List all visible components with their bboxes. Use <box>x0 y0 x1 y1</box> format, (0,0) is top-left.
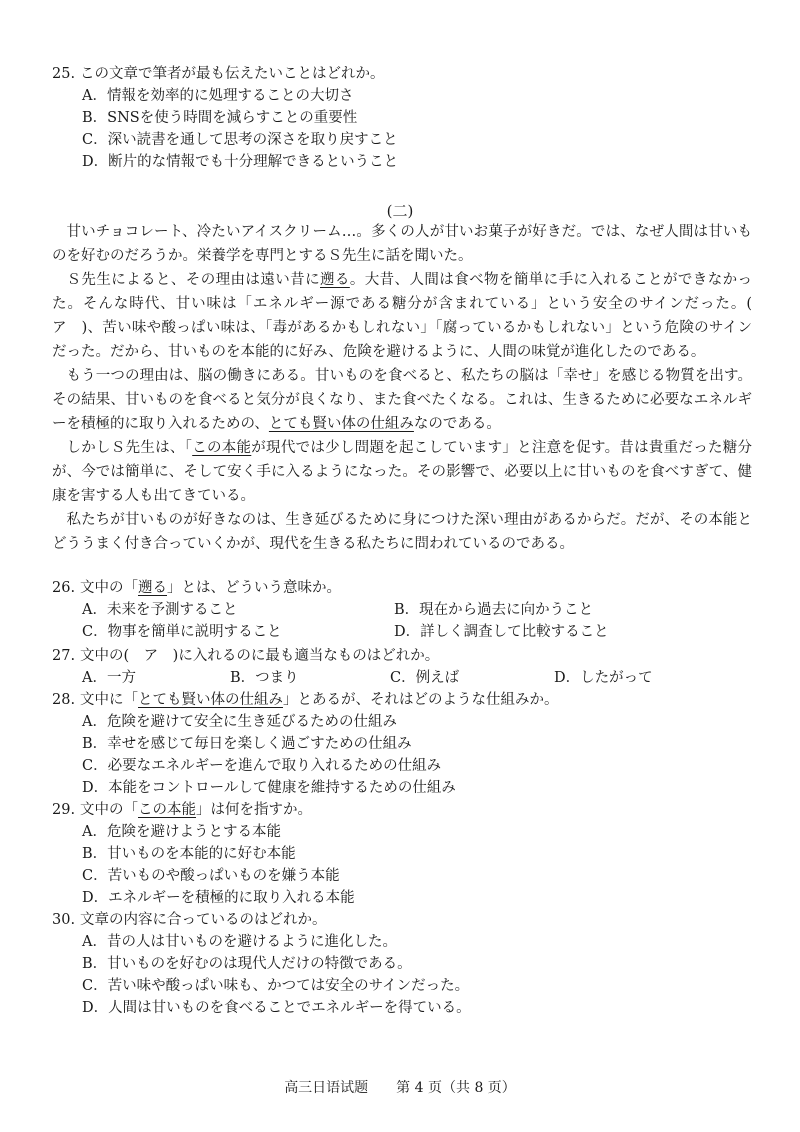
paragraph-2 <box>52 268 767 364</box>
option-b: B．甘いものを好むのは現代人だけの特徴である。 <box>82 956 412 972</box>
underlined-word: 遡る <box>138 580 167 596</box>
option-a: A．昔の人は甘いものを避けるように進化した。 <box>82 934 397 950</box>
option-b: B．甘いものを本能的に好む本能 <box>82 846 296 862</box>
page-footer: 高三日语试题 第 4 页（共 8 页） <box>284 1080 516 1096</box>
option-c: C．深い読書を通して思考の深さを取り戻すこと <box>82 132 398 148</box>
reading-passage <box>52 220 767 556</box>
question-number: 26. <box>52 580 76 596</box>
option-b: B．つまり <box>230 670 299 686</box>
option-a: A．危険を避けようとする本能 <box>82 824 281 840</box>
option-d: D．本能をコントロールして健康を維持するための仕組み <box>82 780 456 796</box>
question-number: 27. <box>52 648 76 664</box>
question-27 <box>52 646 752 690</box>
paragraph-3 <box>52 364 752 436</box>
option-d: D．詳しく調査して比較すること <box>394 624 609 640</box>
option-c: C．例えば <box>390 670 460 686</box>
paragraph-text: なのである。 <box>413 416 501 432</box>
paragraph-text: 。大昔、人間は食べ物を簡単に手に入れることができなかった。そんな時代、甘い味は「エネルギー源である糖分が含まれている」という安全のサインだった。( ア )、苦い味や酸っぱい味は、「毒があるかもしれない」「腐っているかもしれない」という危険のサインだった。だから、甘いものを本能的に好み、危険を避けるように、人間の味覚が進化したのである。 <box>52 272 767 360</box>
paragraph-text: が現代では少し問題を起こしています」と注意を促す。昔は貴重だった糖分が、今では簡単に、そして安く手に入るようになった。その影響で、必要以上に甘いものを食べすぎて、健康を害する人も出てきている。 <box>52 440 753 504</box>
section-title: (二) <box>386 202 414 220</box>
underlined-word-sakanoboru: 遡る <box>320 272 350 288</box>
option-a: A．一方 <box>82 670 136 686</box>
option-d: D．断片的な情報でも十分理解できるということ <box>82 154 399 170</box>
question-text: 」は何を指すか。 <box>196 802 312 818</box>
option-d: D．人間は甘いものを食べることでエネルギーを得ている。 <box>82 1000 471 1016</box>
underlined-phrase: とても賢い体の仕組み <box>138 692 283 708</box>
question-text: この文章で筆者が最も伝えたいことはどれか。 <box>80 66 385 82</box>
question-30 <box>52 910 752 1020</box>
option-d: D．エネルギーを積極的に取り入れる本能 <box>82 890 355 906</box>
option-a: A．未来を予測すること <box>82 602 238 618</box>
paragraph-text: Ｓ先生によると、その理由は遠い昔に <box>66 272 320 288</box>
option-c: C．物事を簡単に説明すること <box>82 624 282 640</box>
option-d: D．したがって <box>554 670 653 686</box>
question-28 <box>52 690 752 800</box>
option-c: C．苦い味や酸っぱい味も、かつては安全のサインだった。 <box>82 978 470 994</box>
underlined-phrase-instinct: この本能 <box>192 440 252 456</box>
question-text: 文中の「 <box>80 580 138 596</box>
question-text: 文中の( ア )に入れるのに最も適当なものはどれか。 <box>80 648 440 664</box>
option-b: B．幸せを感じて毎日を楽しく過ごすための仕組み <box>82 736 412 752</box>
question-text: 」とは、どういう意味か。 <box>167 580 341 596</box>
question-number: 25. <box>52 66 76 82</box>
option-c: C．苦いものや酸っぱいものを嫌う本能 <box>82 868 340 884</box>
question-text: 文中の「 <box>80 802 138 818</box>
question-number: 29. <box>52 802 76 818</box>
paragraph-5: 私たちが甘いものが好きなのは、生き延びるために身につけた深い理由があるからだ。だが、その本能とどううまく付き合っていくかが、現代を生きる私たちに問われているのである。 <box>52 512 752 552</box>
paragraph-text: もう一つの理由は、脳の働きにある。甘いものを食べると、私たちの脳は「幸せ」を感じる物質を出す。その結果、甘いものを食べると気分が良くなり、また食べたくなる。これは、生きるために必要なエネルギーを積極的に取り入れるための、 <box>52 368 752 432</box>
question-text: 」とあるが、それはどのような仕組みか。 <box>283 692 559 708</box>
question-text: 文章の内容に合っているのはどれか。 <box>80 912 327 928</box>
underlined-phrase: この本能 <box>138 802 196 818</box>
question-29 <box>52 800 752 910</box>
question-number: 28. <box>52 692 76 708</box>
option-c: C．必要なエネルギーを進んで取り入れるための仕組み <box>82 758 442 774</box>
paragraph-4 <box>52 436 752 508</box>
option-a: A．情報を効率的に処理することの大切さ <box>82 88 354 104</box>
question-26 <box>52 578 752 644</box>
paragraph-1: 甘いチョコレート、冷たいアイスクリーム…。多くの人が甘いお菓子が好きだ。では、なぜ人間は甘いものを好むのだろうか。栄養学を専門とするＳ先生に話を聞いた。 <box>52 224 752 264</box>
paragraph-text: しかしＳ先生は、「 <box>66 440 193 456</box>
option-b: B．SNSを使う時間を減らすことの重要性 <box>82 110 358 126</box>
question-text: 文中に「 <box>80 692 138 708</box>
option-b: B．現在から過去に向かうこと <box>394 602 594 618</box>
underlined-phrase-mechanism: とても賢い体の仕組み <box>268 416 414 432</box>
question-number: 30. <box>52 912 76 928</box>
option-a: A．危険を避けて安全に生き延びるための仕組み <box>82 714 397 730</box>
question-25 <box>52 64 752 174</box>
